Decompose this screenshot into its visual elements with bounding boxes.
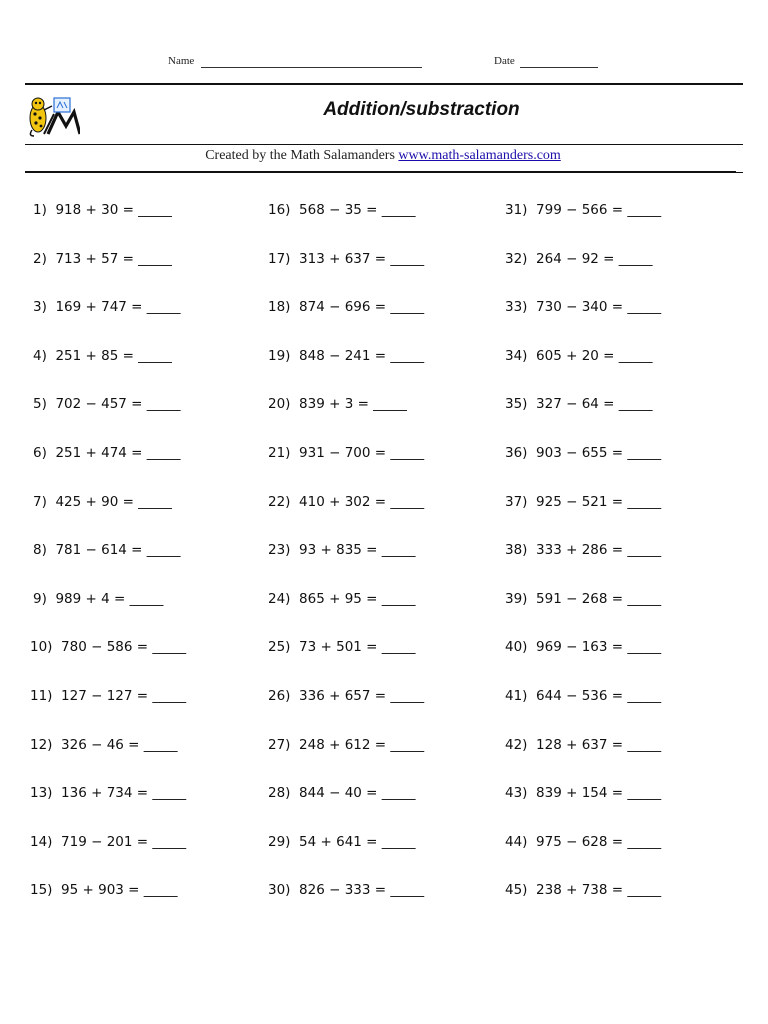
- problem-24: 24) 865 + 95 = _____: [268, 590, 416, 607]
- problem-12: 12) 326 − 46 = _____: [30, 736, 178, 753]
- credit-line: [0, 148, 766, 164]
- problem-44: 44) 975 − 628 = _____: [505, 833, 662, 850]
- problem-35: 35) 327 − 64 = _____: [505, 396, 653, 413]
- name-label: Name: [168, 55, 195, 67]
- problem-20: 20) 839 + 3 = _____: [268, 396, 407, 413]
- credit-text: Created by the Math Salamanders: [205, 148, 399, 163]
- problem-34: 34) 605 + 20 = _____: [505, 347, 653, 364]
- problem-10: 10) 780 − 586 = _____: [30, 639, 187, 656]
- problem-13: 13) 136 + 734 = _____: [30, 785, 187, 802]
- problem-31: 31) 799 − 566 = _____: [505, 202, 662, 218]
- problem-28: 28) 844 − 40 = _____: [268, 785, 416, 802]
- problem-25: 25) 73 + 501 = _____: [268, 639, 416, 656]
- worksheet-title: Addition/substraction: [323, 99, 520, 120]
- problem-9: 9) 989 + 4 = _____: [33, 590, 164, 607]
- problem-40: 40) 969 − 163 = _____: [505, 639, 662, 656]
- date-label: Date: [494, 55, 515, 67]
- title-divider: [25, 144, 743, 145]
- header-bottom-divider: [25, 171, 736, 173]
- problem-23: 23) 93 + 835 = _____: [268, 542, 416, 559]
- problem-41: 41) 644 − 536 = _____: [505, 688, 662, 704]
- problem-29: 29) 54 + 641 = _____: [268, 833, 416, 850]
- problem-1: 1) 918 + 30 = _____: [33, 202, 172, 218]
- problem-4: 4) 251 + 85 = _____: [33, 347, 172, 364]
- problem-8: 8) 781 − 614 = _____: [33, 542, 181, 559]
- problem-32: 32) 264 − 92 = _____: [505, 250, 653, 267]
- problem-26: 26) 336 + 657 = _____: [268, 688, 425, 704]
- problem-15: 15) 95 + 903 = _____: [30, 882, 178, 899]
- date-line: [520, 67, 598, 68]
- problem-11: 11) 127 − 127 = _____: [30, 688, 187, 704]
- problem-36: 36) 903 − 655 = _____: [505, 445, 662, 461]
- problem-2: 2) 713 + 57 = _____: [33, 250, 172, 267]
- problem-27: 27) 248 + 612 = _____: [268, 736, 425, 753]
- problem-30: 30) 826 − 333 = _____: [268, 882, 425, 899]
- problem-42: 42) 128 + 637 = _____: [505, 736, 662, 753]
- problem-14: 14) 719 − 201 = _____: [30, 833, 187, 850]
- problem-16: 16) 568 − 35 = _____: [268, 202, 416, 218]
- problem-19: 19) 848 − 241 = _____: [268, 347, 425, 364]
- name-line: [201, 67, 422, 68]
- top-divider: [25, 83, 743, 85]
- problem-33: 33) 730 − 340 = _____: [505, 299, 662, 316]
- problem-39: 39) 591 − 268 = _____: [505, 590, 662, 607]
- problem-3: 3) 169 + 747 = _____: [33, 299, 181, 316]
- problem-17: 17) 313 + 637 = _____: [268, 250, 425, 267]
- website-link[interactable]: www.math-salamanders.com: [398, 148, 561, 163]
- problem-45: 45) 238 + 738 = _____: [505, 882, 662, 899]
- problem-5: 5) 702 − 457 = _____: [33, 396, 181, 413]
- problem-7: 7) 425 + 90 = _____: [33, 493, 172, 510]
- problem-38: 38) 333 + 286 = _____: [505, 542, 662, 559]
- problem-37: 37) 925 − 521 = _____: [505, 493, 662, 510]
- problem-18: 18) 874 − 696 = _____: [268, 299, 425, 316]
- problem-21: 21) 931 − 700 = _____: [268, 445, 425, 461]
- problem-22: 22) 410 + 302 = _____: [268, 493, 425, 510]
- divider-tail: [736, 172, 743, 173]
- problem-43: 43) 839 + 154 = _____: [505, 785, 662, 802]
- problem-6: 6) 251 + 474 = _____: [33, 445, 181, 461]
